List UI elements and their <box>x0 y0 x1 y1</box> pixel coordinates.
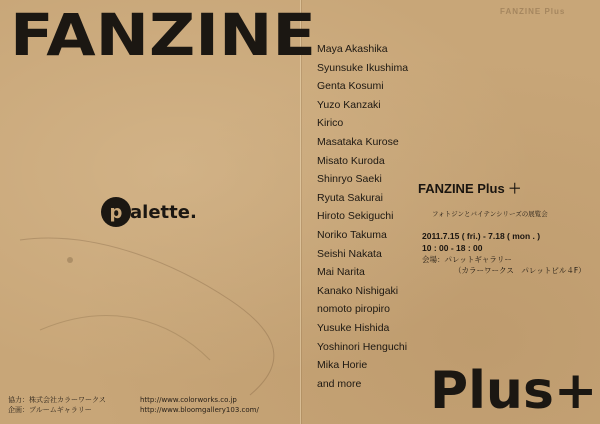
event-info <box>418 178 598 276</box>
artist-name: Seishi Nakata <box>317 247 382 260</box>
artist-name: Shinryo Saeki <box>317 173 382 186</box>
palette-logo <box>101 197 197 227</box>
plus-mark: Plus+ <box>430 361 598 421</box>
artist-name: Maya Akashika <box>317 43 388 55</box>
palette-logo-text: alette. <box>130 201 197 223</box>
artist-name: Mika Horie <box>317 359 368 372</box>
event-venue: 会場：パレットギャラリー <box>422 255 512 264</box>
credit-label: 企画：ブルームギャラリー <box>8 406 92 414</box>
credit-url: http://www.colorworks.co.jp <box>140 396 237 404</box>
artist-name: Yuzo Kanzaki <box>317 98 381 111</box>
artist-name: Ryuta Sakurai <box>317 191 383 204</box>
credit-row <box>8 395 259 405</box>
artist-name: Syunsuke Ikushima <box>317 61 409 74</box>
artist-name: Genta Kosumi <box>317 80 384 93</box>
event-hours: 10 : 00 - 18 : 00 <box>422 243 483 253</box>
faint-stamp: FANZINE Plus <box>500 7 566 16</box>
artist-list-more: and more <box>317 377 362 390</box>
event-title: FANZINE Plus ＋ <box>418 181 522 196</box>
event-subtitle: フォトジンとバイテンシリーズの展覧会 <box>432 210 548 218</box>
event-venue-detail: （カラーワークス パレットビル４F） <box>454 266 586 275</box>
artist-name: nomoto piropiro <box>317 303 390 316</box>
credit-label: 協力：株式会社カラーワークス <box>8 396 106 404</box>
artist-name: Yoshinori Henguchi <box>317 340 408 353</box>
artist-name: Kanako Nishigaki <box>317 284 399 297</box>
event-dates: 2011.7.15 ( fri.) - 7.18 ( mon . ) <box>422 231 541 241</box>
palette-logo-icon: p <box>101 197 131 227</box>
credit-row <box>8 405 259 415</box>
artist-name: Yusuke Hishida <box>317 321 390 334</box>
credit-url: http://www.bloomgallery103.com/ <box>140 406 259 414</box>
artist-name: Kirico <box>317 117 344 130</box>
artist-list <box>317 40 408 393</box>
credits <box>8 395 259 415</box>
artist-name: Misato Kuroda <box>317 154 385 167</box>
artist-name: Noriko Takuma <box>317 228 387 241</box>
artist-name: Mai Narita <box>317 266 365 279</box>
artist-name: Hiroto Sekiguchi <box>317 210 394 223</box>
poster-title: FANZINE <box>10 1 317 69</box>
artist-name: Masataka Kurose <box>317 135 399 148</box>
